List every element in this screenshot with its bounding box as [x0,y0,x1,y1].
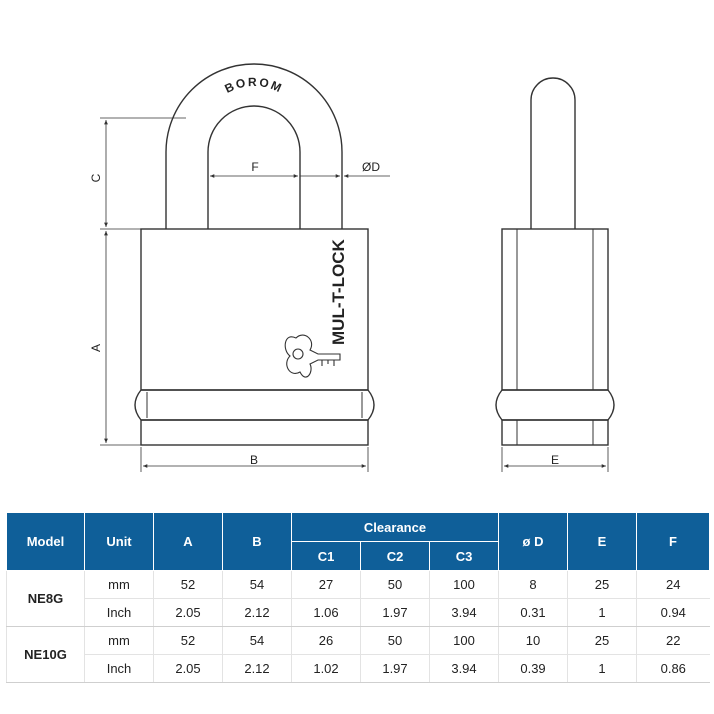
value-cell: 54 [223,571,292,599]
value-cell: 0.86 [637,655,710,683]
value-cell: 2.12 [223,599,292,627]
dim-label-a: A [89,343,103,353]
value-cell: 0.31 [499,599,568,627]
header-e: E [568,513,637,571]
value-cell: 50 [361,627,430,655]
value-cell: 2.12 [223,655,292,683]
table-row [7,627,710,655]
value-cell: 100 [430,571,499,599]
unit-cell: mm [85,571,154,599]
header-c3: C3 [430,542,499,571]
table-row [7,599,710,627]
value-cell: 3.94 [430,655,499,683]
value-cell: 1.02 [292,655,361,683]
header-model: Model [7,513,85,571]
value-cell: 2.05 [154,655,223,683]
value-cell: 52 [154,627,223,655]
header-unit: Unit [85,513,154,571]
value-cell: 8 [499,571,568,599]
model-cell: NE10G [7,627,85,683]
side-view [496,78,614,445]
dim-label-b: B [249,453,259,467]
value-cell: 2.05 [154,599,223,627]
dim-label-c: C [89,173,103,183]
value-cell: 0.94 [637,599,710,627]
header-c1: C1 [292,542,361,571]
spec-table [6,512,710,683]
header-clearance: Clearance [292,513,499,542]
value-cell: 52 [154,571,223,599]
value-cell: 54 [223,627,292,655]
value-cell: 27 [292,571,361,599]
value-cell: 50 [361,571,430,599]
value-cell: 1.97 [361,599,430,627]
brand-logo-text: MUL-T-LOCK [329,239,348,345]
value-cell: 10 [499,627,568,655]
value-cell: 1.06 [292,599,361,627]
value-cell: 0.39 [499,655,568,683]
value-cell: 1 [568,599,637,627]
value-cell: 1 [568,655,637,683]
header-b: B [223,513,292,571]
value-cell: 100 [430,627,499,655]
value-cell: 3.94 [430,599,499,627]
unit-cell: Inch [85,655,154,683]
header-d: ø D [499,513,568,571]
unit-cell: mm [85,627,154,655]
header-c2: C2 [361,542,430,571]
value-cell: 25 [568,571,637,599]
table-row [7,655,710,683]
header-f: F [637,513,710,571]
value-cell: 22 [637,627,710,655]
value-cell: 1.97 [361,655,430,683]
header-a: A [154,513,223,571]
dim-label-e: E [550,453,560,467]
shackle-side [531,78,575,229]
table-row [7,571,710,599]
value-cell: 26 [292,627,361,655]
dim-label-d: ØD [362,160,380,174]
unit-cell: Inch [85,599,154,627]
model-cell: NE8G [7,571,85,627]
value-cell: 25 [568,627,637,655]
bumper [135,390,374,420]
value-cell: 24 [637,571,710,599]
dim-label-f: F [251,160,259,174]
shackle-engraving: BOROM [222,74,286,96]
